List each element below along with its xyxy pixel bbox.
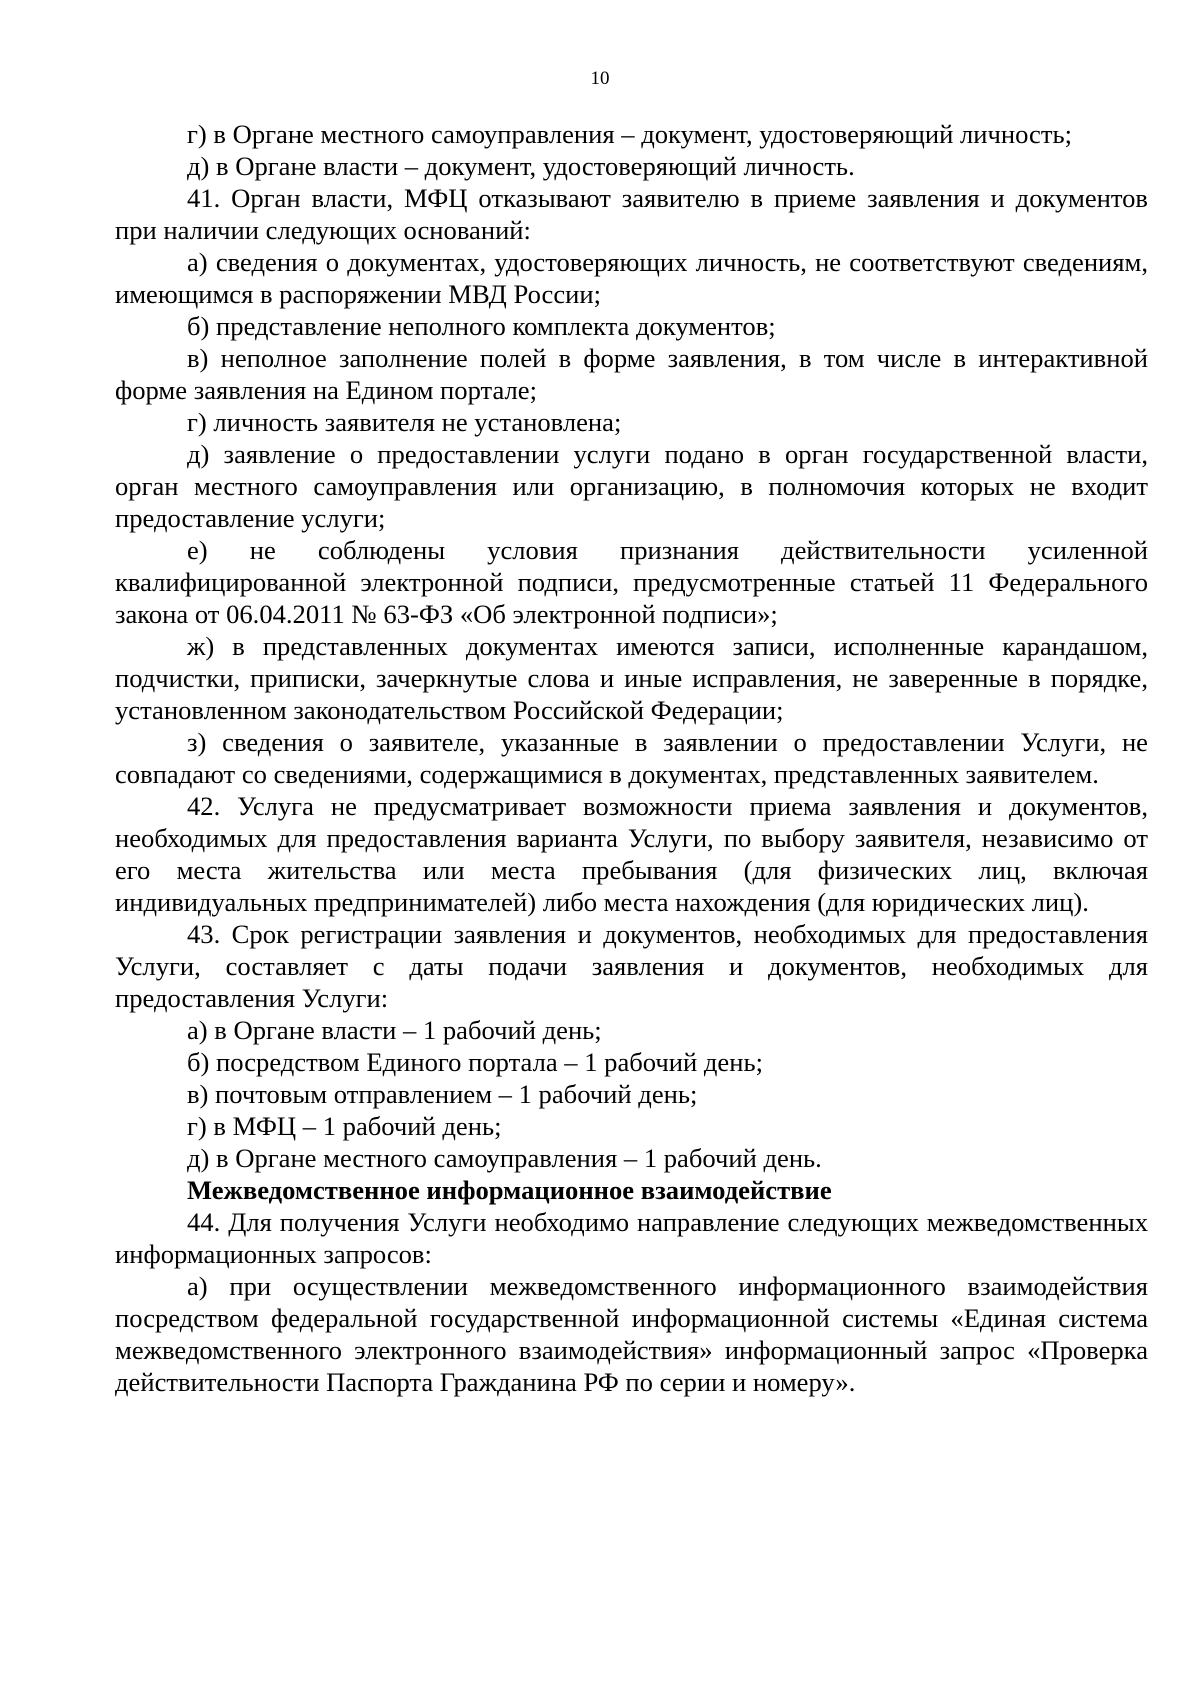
paragraph: 44. Для получения Услуги необходимо направление следующих межведомственных информационных запросов:	[115, 1207, 1148, 1269]
paragraph: г) в МФЦ – 1 рабочий день;	[187, 1111, 502, 1141]
paragraph: а) в Органе власти – 1 рабочий день;	[187, 1015, 602, 1045]
document-body	[115, 118, 1148, 1398]
paragraph: а) при осуществлении межведомственного информационного взаимодействия посредством федеральной государственной информационной системы «Единая система межведомственного электронного взаимодействия» информационный запрос «Проверка действительности Паспорта Гражданина РФ по серии и номеру».	[115, 1271, 1148, 1397]
paragraph: б) представление неполного комплекта документов;	[187, 311, 776, 341]
paragraph: д) в Органе власти – документ, удостоверяющий личность.	[187, 151, 855, 181]
paragraph: ж) в представленных документах имеются записи, исполненные карандашом, подчистки, приписки, зачеркнутые слова и иные исправления, не заверенные в порядке, установленном законодательством Российской Федерации;	[115, 631, 1148, 725]
paragraph: в) почтовым отправлением – 1 рабочий день;	[187, 1079, 698, 1109]
section-heading: Межведомственное информационное взаимодействие	[187, 1175, 832, 1205]
paragraph: д) в Органе местного самоуправления – 1 рабочий день.	[187, 1143, 822, 1173]
paragraph: а) сведения о документах, удостоверяющих личность, не соответствуют сведениям, имеющимся в распоряжении МВД России;	[115, 247, 1148, 309]
paragraph: г) в Органе местного самоуправления – документ, удостоверяющий личность;	[187, 119, 1072, 149]
page-number: 10	[590, 68, 610, 89]
paragraph: 43. Срок регистрации заявления и документов, необходимых для предоставления Услуги, составляет с даты подачи заявления и документов, необходимых для предоставления Услуги:	[115, 919, 1148, 1013]
paragraph: 41. Орган власти, МФЦ отказывают заявителю в приеме заявления и документов при наличии следующих оснований:	[115, 183, 1148, 245]
paragraph: б) посредством Единого портала – 1 рабочий день;	[187, 1047, 763, 1077]
paragraph: д) заявление о предоставлении услуги подано в орган государственной власти, орган местного самоуправления или организацию, в полномочия которых не входит предоставление услуги;	[115, 439, 1148, 533]
paragraph: з) сведения о заявителе, указанные в заявлении о предоставлении Услуги, не совпадают со сведениями, содержащимися в документах, представленных заявителем.	[115, 727, 1148, 789]
paragraph: е) не соблюдены условия признания действительности усиленной квалифицированной электронной подписи, предусмотренные статьей 11 Федерального закона от 06.04.2011 № 63-ФЗ «Об электронной подписи»;	[115, 535, 1148, 629]
paragraph: в) неполное заполнение полей в форме заявления, в том числе в интерактивной форме заявления на Едином портале;	[115, 343, 1148, 405]
paragraph: г) личность заявителя не установлена;	[187, 407, 622, 437]
paragraph: 42. Услуга не предусматривает возможности приема заявления и документов, необходимых для предоставления варианта Услуги, по выбору заявителя, независимо от его места жительства или места пребывания (для физических лиц, включая индивидуальных предпринимателей) либо места нахождения (для юридических лиц).	[115, 791, 1148, 917]
